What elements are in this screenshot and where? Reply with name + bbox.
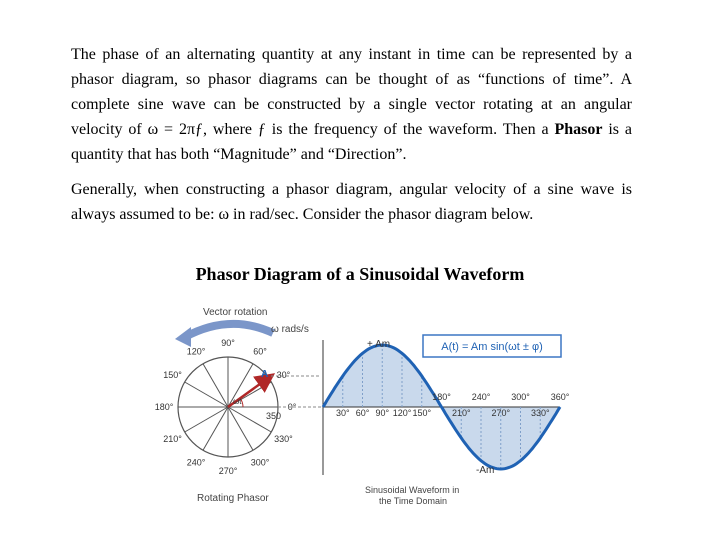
wave-angle-label: 240° [471, 392, 491, 402]
circle-angle-label: 300° [250, 457, 270, 468]
wave-angle-label: 30° [335, 408, 350, 418]
amplitude-positive-label: + Am [367, 339, 391, 350]
vector-rotation-label: Vector rotation [203, 307, 268, 318]
wave-angle-label: 330° [530, 408, 550, 418]
waveform-caption-line1: Sinusoidal Waveform in [365, 485, 460, 495]
circle-angle-label: 150° [163, 370, 182, 380]
phasor-bold-term: Phasor [554, 121, 603, 138]
omega-t-label: ωt [233, 397, 242, 406]
rotation-arrow-head [175, 327, 191, 347]
omega-rads-label: ω rads/s [271, 324, 309, 335]
circle-angle-label: 270° [218, 466, 238, 476]
intro-text-part1: The phase of an alternating quantity at any instant in time can be represented by a phasor diagram, so phasor diagrams can be thought of as “functions of time”. A complete sine wave can be constructed by a single vector rotating at an angular velocity of ω = 2πƒ, where ƒ is the frequency of the waveform. Then a [71, 46, 632, 138]
wave-angle-label: 60° [355, 408, 370, 418]
circle-angle-label: 330° [274, 434, 293, 444]
circle-angle-label: 30° [276, 370, 291, 380]
wave-angle-label: 150° [412, 408, 432, 418]
rotating-phasor-caption: Rotating Phasor [197, 493, 269, 504]
phasor-diagram-figure [145, 295, 570, 510]
phasor-label: A [261, 369, 269, 380]
wave-angle-label: 120° [392, 408, 412, 418]
rotation-arrow-body [185, 324, 273, 337]
wave-angle-label: 90° [375, 408, 390, 418]
circle-angle-label: 0° [287, 402, 297, 412]
circle-angle-label: 90° [221, 338, 235, 348]
wave-angle-label: 270° [491, 408, 511, 418]
formula-text: A(t) = Am sin(ωt ± φ) [441, 341, 543, 353]
figure-title: Phasor Diagram of a Sinusoidal Waveform [195, 264, 525, 284]
center-350-label: 350 [266, 411, 282, 421]
waveform-caption-line2: the Time Domain [379, 496, 448, 506]
intro-text-part2: is a quantity that has both “Magnitude” and “Direction”. [71, 121, 632, 163]
amplitude-negative-label: -Am [476, 465, 495, 476]
construction-paragraph: Generally, when constructing a phasor diagram, angular velocity of a sine wave is always assumed to be: ω in rad/sec. Consider the phasor diagram below. [71, 181, 632, 223]
circle-angle-label: 180° [154, 402, 174, 412]
circle-angle-label: 240° [186, 457, 206, 468]
wave-angle-label: 210° [451, 408, 471, 418]
circle-angle-label: 120° [186, 346, 206, 357]
wave-angle-label: 300° [511, 392, 530, 402]
intro-paragraph [71, 42, 632, 167]
wave-angle-label: 180° [432, 392, 451, 402]
circle-angle-label: 60° [253, 346, 267, 357]
wave-angle-label: 360° [550, 392, 570, 402]
circle-angle-label: 210° [163, 434, 182, 444]
